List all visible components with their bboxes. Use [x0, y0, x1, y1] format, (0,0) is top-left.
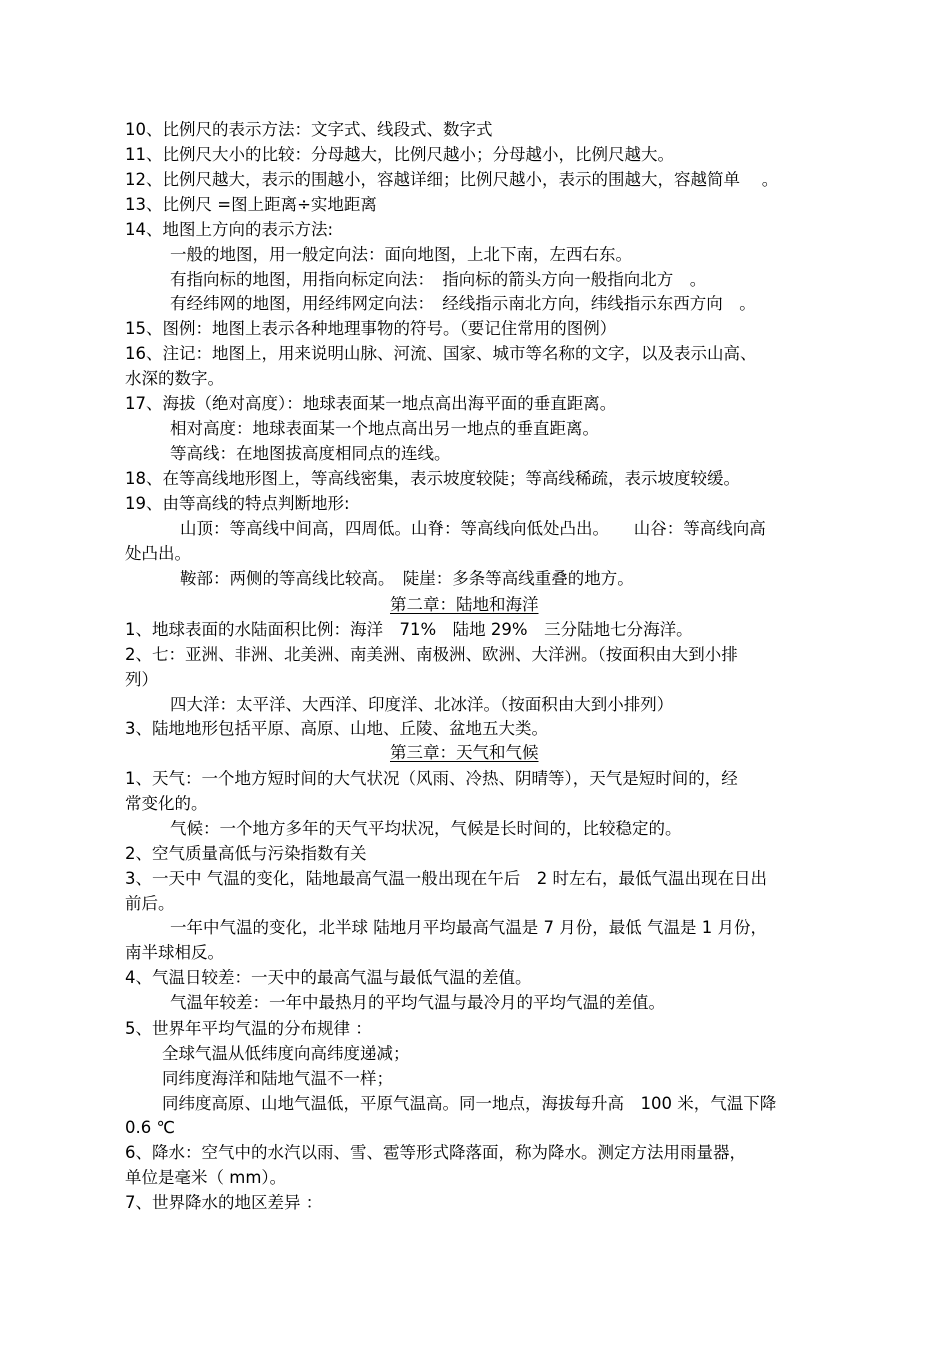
text-line: 13、比例尺 =图上距离÷实地距离 [125, 195, 377, 214]
text-line: 18、在等高线地形图上，等高线密集，表示坡度较陡；等高线稀疏，表示坡度较缓。 [125, 469, 740, 488]
chapter-heading: 第三章：天气和气候 [390, 743, 539, 762]
text-line: 山顶：等高线中间高，四周低。山脊：等高线向低处凸出。 山谷：等高线向高 [180, 519, 766, 538]
text-line: 17、海拔（绝对高度）：地球表面某一地点高出海平面的垂直距离。 [125, 394, 617, 413]
chapter-heading: 第二章：陆地和海洋 [390, 595, 539, 614]
text-line: 2、七：亚洲、非洲、北美洲、南美洲、南极洲、欧洲、大洋洲。（按面积由大到小排 [125, 645, 738, 664]
text-line: 3、一天中 气温的变化，陆地最高气温一般出现在午后 2 时左右，最低气温出现在日出 [125, 869, 767, 888]
text-line: 19、由等高线的特点判断地形: [125, 494, 350, 513]
text-line: 鞍部：两侧的等高线比较高。 陡崖：多条等高线重叠的地方。 [180, 569, 634, 588]
text-line: 气温年较差：一年中最热月的平均气温与最冷月的平均气温的差值。 [170, 993, 665, 1012]
text-line: 水深的数字。 [125, 369, 224, 388]
text-line: 1、天气：一个地方短时间的大气状况（风雨、冷热、阴晴等），天气是短时间的，经 [125, 769, 738, 788]
text-line: 16、注记：地图上，用来说明山脉、河流、国家、城市等名称的文字，以及表示山高、 [125, 344, 757, 363]
text-line: 气候：一个地方多年的天气平均状况，气候是长时间的，比较稳定的。 [170, 819, 682, 838]
text-line: 7、世界降水的地区差异 ： [125, 1193, 323, 1212]
text-line: 等高线：在地图拔高度相同点的连线。 [170, 444, 451, 463]
text-line: 同纬度高原、山地气温低，平原气温高。同一地点，海拔每升高 100 米，气温下降 [162, 1094, 777, 1113]
text-line: 处凸出。 [125, 544, 191, 563]
text-line: 15、图例：地图上表示各种地理事物的符号。（要记住常用的图例） [125, 319, 617, 338]
text-line: 全球气温从低纬度向高纬度递减； [162, 1044, 410, 1063]
text-line: 南半球相反。 [125, 943, 224, 962]
text-line: 0.6 ℃ [125, 1118, 176, 1137]
text-line: 1、地球表面的水陆面积比例：海洋 71% 陆地 29% 三分陆地七分海洋。 [125, 620, 693, 639]
text-line: 10、比例尺的表示方法：文字式、线段式、数字式 [125, 120, 493, 139]
text-line: 11、比例尺大小的比较：分母越大，比例尺越小；分母越小，比例尺越大。 [125, 145, 674, 164]
text-line: 5、世界年平均气温的分布规律 ： [125, 1019, 372, 1038]
text-line: 12、比例尺越大，表示的围越小，容越详细；比例尺越小，表示的围越大，容越简单 。 [125, 170, 779, 189]
text-line: 单位是毫米（ mm）。 [125, 1168, 287, 1187]
text-line: 同纬度海洋和陆地气温不一样； [162, 1069, 393, 1088]
text-line: 四大洋：太平洋、大西洋、印度洋、北冰洋。（按面积由大到小排列） [170, 695, 674, 714]
text-line: 2、空气质量高低与污染指数有关 [125, 844, 367, 863]
text-line: 14、地图上方向的表示方法: [125, 220, 334, 239]
text-line: 常变化的。 [125, 794, 208, 813]
text-line: 列） [125, 670, 158, 689]
text-line: 有指向标的地图，用指向标定向法： 指向标的箭头方向一般指向北方 。 [170, 270, 707, 289]
text-line: 6、降水：空气中的水汽以雨、雪、雹等形式降落面，称为降水。测定方法用雨量器， [125, 1143, 746, 1162]
text-line: 一般的地图，用一般定向法：面向地图，上北下南，左西右东。 [170, 245, 632, 264]
text-line: 前后。 [125, 894, 175, 913]
text-line: 相对高度：地球表面某一个地点高出另一地点的垂直距离。 [170, 419, 599, 438]
text-line: 一年中气温的变化，北半球 陆地月平均最高气温是 7 月份，最低 气温是 1 月份， [170, 918, 767, 937]
text-line: 4、气温日较差：一天中的最高气温与最低气温的差值。 [125, 968, 532, 987]
text-line: 有经纬网的地图，用经纬网定向法： 经线指示南北方向，纬线指示东西方向 。 [170, 294, 756, 313]
text-line: 3、陆地地形包括平原、高原、山地、丘陵、盆地五大类。 [125, 719, 548, 738]
